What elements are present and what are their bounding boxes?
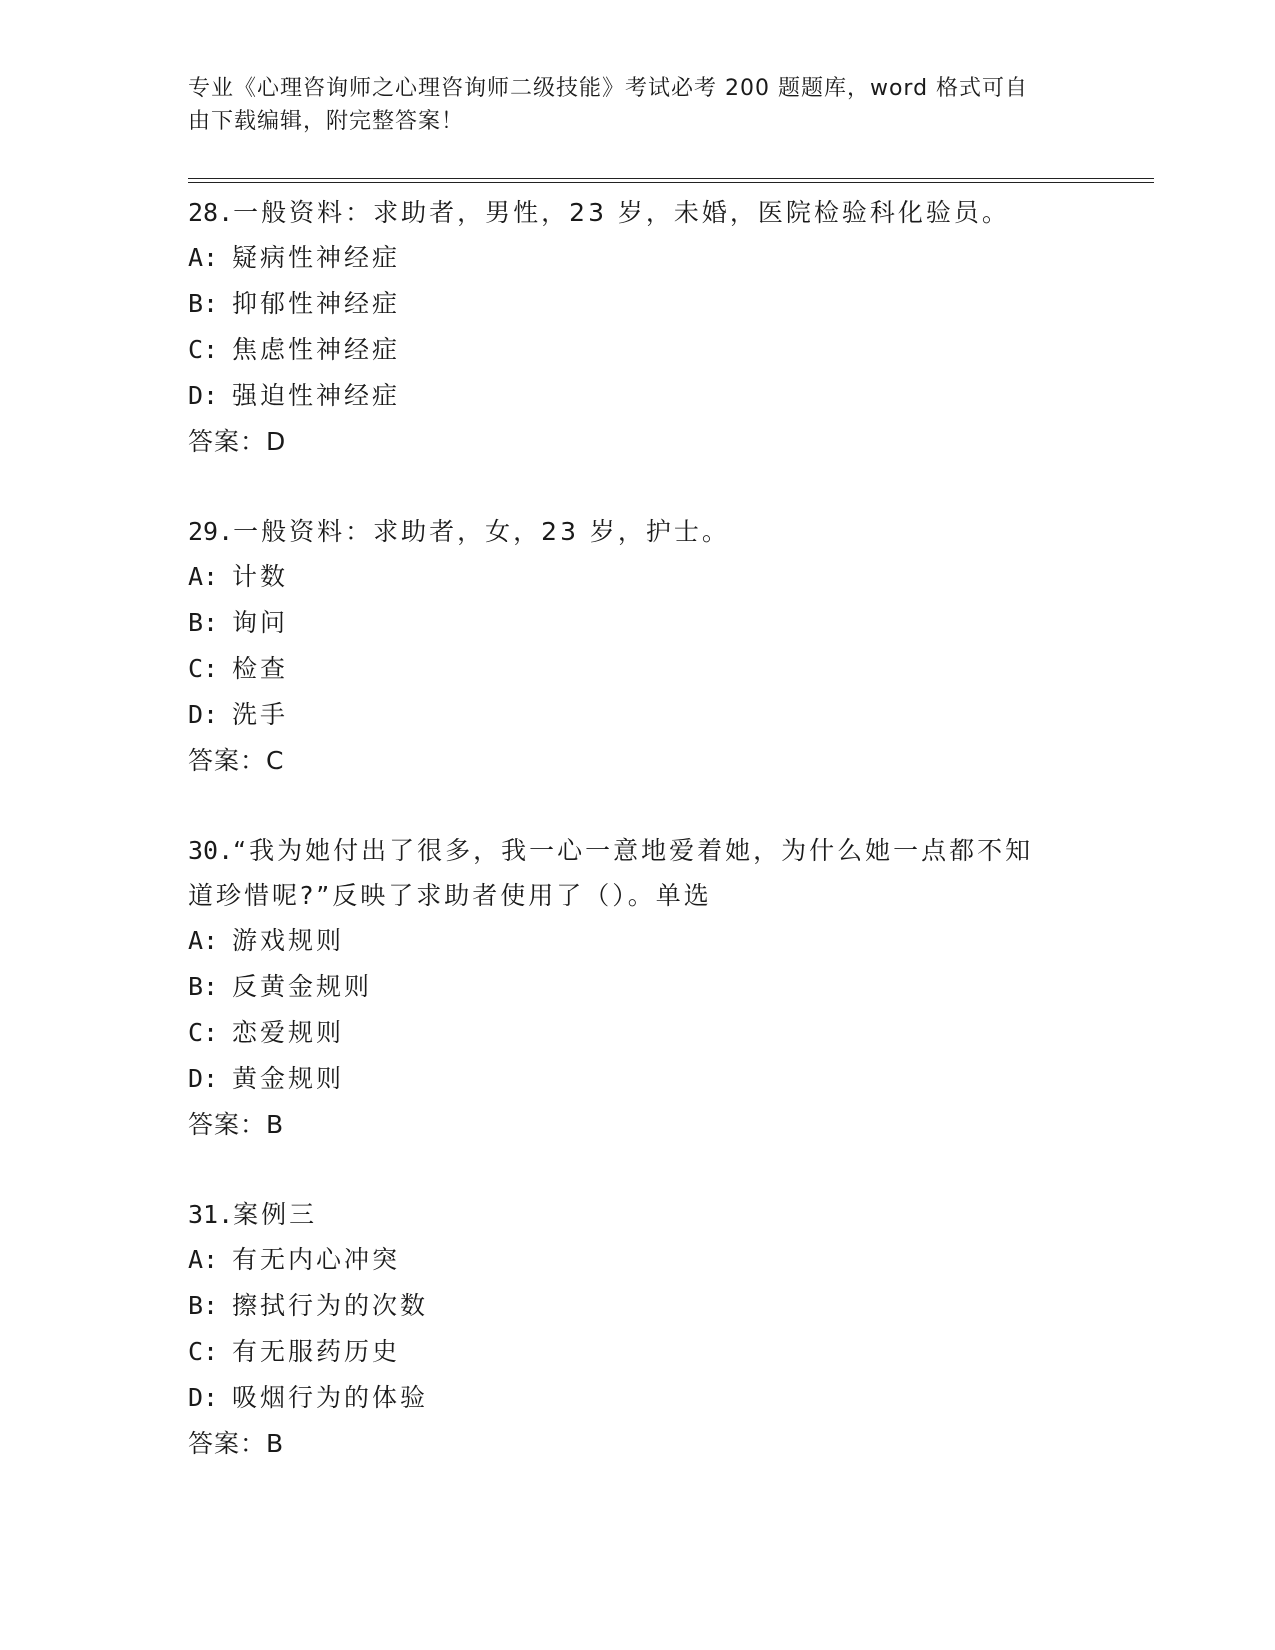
option-text: 强迫性神经症	[232, 381, 401, 410]
question-stem-continued	[188, 873, 1088, 918]
header-divider-bottom	[188, 182, 1154, 183]
option-letter: D:	[188, 1064, 219, 1093]
option-text: 有无服药历史	[232, 1337, 401, 1366]
question-number: 29.	[188, 517, 234, 546]
question-stem	[188, 509, 1088, 554]
question-number: 30.	[188, 836, 234, 865]
question-number: 28.	[188, 198, 234, 227]
option-c	[188, 1010, 1088, 1056]
option-letter: C:	[188, 654, 219, 683]
option-a	[188, 554, 1088, 600]
option-text: 疑病性神经症	[232, 243, 401, 272]
option-text: 有无内心冲突	[232, 1245, 401, 1274]
question-stem-line: “我为她付出了很多，我一心一意地爱着她，为什么她一点都不知	[233, 836, 1034, 865]
question-stem	[188, 190, 1088, 235]
option-text: 反黄金规则	[232, 972, 373, 1001]
option-letter: A:	[188, 1245, 219, 1274]
question-stem-line: 道珍惜呢?”反映了求助者使用了（）。单选	[188, 881, 712, 910]
option-c	[188, 646, 1088, 692]
option-text: 恋爱规则	[232, 1018, 345, 1047]
question-stem-line: 案例三	[233, 1200, 318, 1229]
option-letter: C:	[188, 335, 219, 364]
option-text: 洗手	[232, 700, 289, 729]
answer-line: 答案：C	[188, 746, 285, 775]
question-stem	[188, 1192, 1088, 1237]
option-d	[188, 1375, 1088, 1421]
option-b	[188, 1283, 1088, 1329]
option-c	[188, 327, 1088, 373]
question-29	[188, 509, 1088, 784]
question-stem-line: 一般资料：求助者，女，23 岁，护士。	[233, 517, 730, 546]
question-30	[188, 828, 1088, 1148]
question-stem	[188, 828, 1088, 873]
option-letter: A:	[188, 562, 219, 591]
question-28	[188, 190, 1088, 465]
option-d	[188, 692, 1088, 738]
option-b	[188, 281, 1088, 327]
option-text: 询问	[232, 608, 289, 637]
option-d	[188, 373, 1088, 419]
option-text: 抑郁性神经症	[232, 289, 401, 318]
option-text: 擦拭行为的次数	[232, 1291, 429, 1320]
header-divider-top	[188, 178, 1154, 179]
question-stem-line: 一般资料：求助者，男性，23 岁，未婚，医院检验科化验员。	[233, 198, 1010, 227]
header-line-2: 由下载编辑，附完整答案！	[188, 109, 465, 134]
option-text: 检查	[232, 654, 289, 683]
question-31	[188, 1192, 1088, 1467]
option-text: 计数	[232, 562, 289, 591]
option-letter: D:	[188, 1383, 219, 1412]
option-letter: B:	[188, 608, 219, 637]
option-text: 黄金规则	[232, 1064, 345, 1093]
header-line-1: 专业《心理咨询师之心理咨询师二级技能》考试必考 200 题题库，word 格式可自	[188, 76, 1029, 101]
option-b	[188, 600, 1088, 646]
option-letter: D:	[188, 700, 219, 729]
option-letter: D:	[188, 381, 219, 410]
answer-line: 答案：B	[188, 1110, 285, 1139]
question-number: 31.	[188, 1200, 234, 1229]
option-text: 游戏规则	[232, 926, 345, 955]
answer-line: 答案：B	[188, 1429, 285, 1458]
option-a	[188, 918, 1088, 964]
document-header	[188, 72, 1088, 138]
option-letter: C:	[188, 1018, 219, 1047]
option-a	[188, 235, 1088, 281]
option-text: 焦虑性神经症	[232, 335, 401, 364]
answer-line: 答案：D	[188, 427, 287, 456]
option-letter: C:	[188, 1337, 219, 1366]
option-d	[188, 1056, 1088, 1102]
option-letter: B:	[188, 289, 219, 318]
question-list	[188, 190, 1088, 1511]
option-text: 吸烟行为的体验	[232, 1383, 429, 1412]
option-c	[188, 1329, 1088, 1375]
option-letter: A:	[188, 926, 219, 955]
option-letter: A:	[188, 243, 219, 272]
option-b	[188, 964, 1088, 1010]
option-a	[188, 1237, 1088, 1283]
option-letter: B:	[188, 972, 219, 1001]
option-letter: B:	[188, 1291, 219, 1320]
